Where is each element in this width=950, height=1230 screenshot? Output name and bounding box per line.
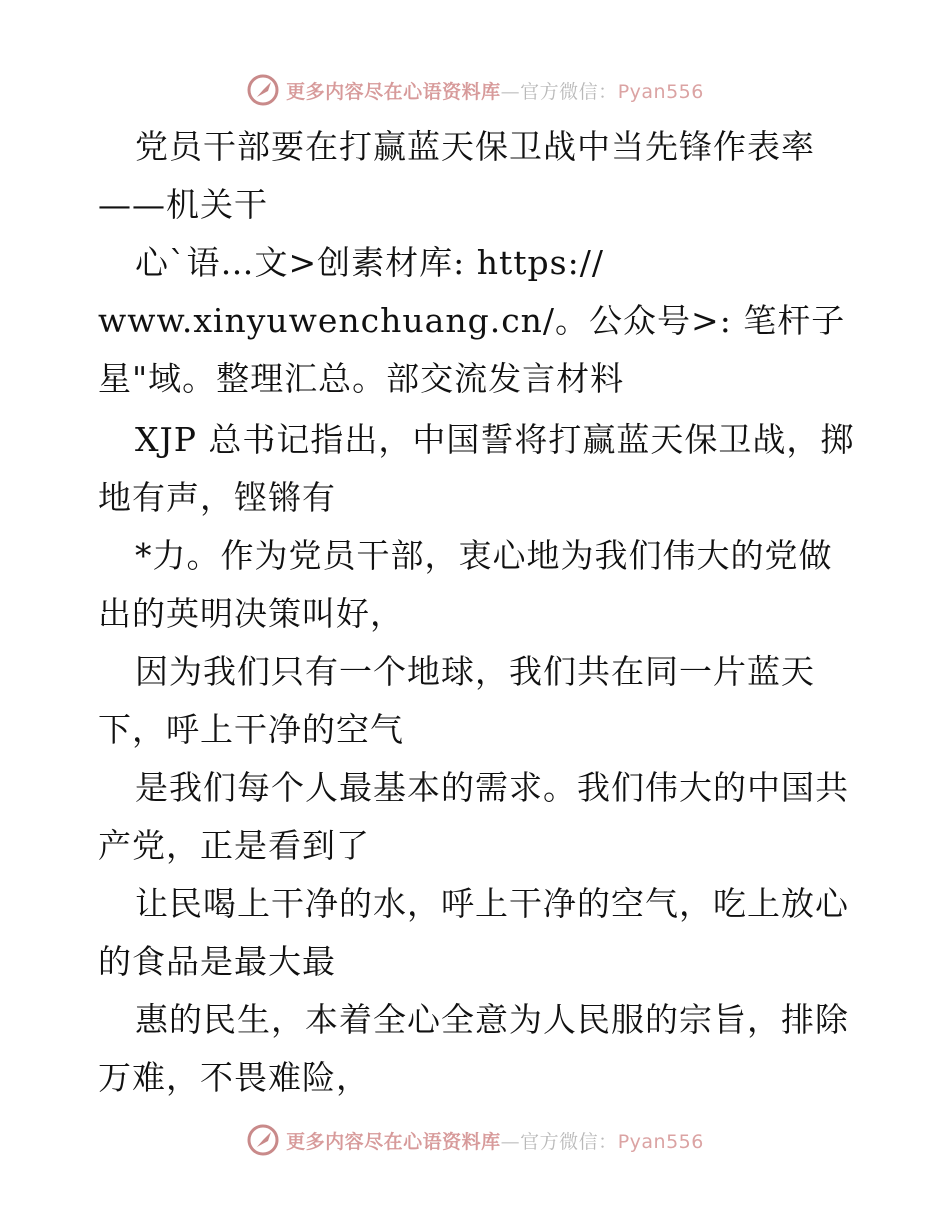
text-line: ——机关干 — [98, 185, 268, 224]
watermark-wechat-label: 官方微信： — [520, 1130, 618, 1153]
watermark-wechat-label: 官方微信： — [520, 80, 618, 103]
text-line: 下，呼上干净的空气 — [98, 710, 404, 749]
text-line: 产党，正是看到了 — [98, 826, 370, 865]
watermark-text — [286, 77, 704, 104]
header-watermark — [0, 70, 950, 110]
watermark-brand: 更多内容尽在心语资料库 — [286, 1130, 501, 1153]
document-title: 党员干部要在打赢蓝天保卫战中当先锋作表率 — [135, 127, 815, 166]
text-line: 因为我们只有一个地球，我们共在同一片蓝天 — [135, 652, 815, 691]
text-line: 万难，不畏难险， — [98, 1058, 370, 1097]
watermark-brand: 更多内容尽在心语资料库 — [286, 80, 501, 103]
text-line: *力。作为党员干部，衷心地为我们伟大的党做 — [135, 536, 833, 575]
text-line: 的食品是最大最 — [98, 942, 336, 981]
watermark-text — [286, 1127, 704, 1154]
text-line: 让民喝上干净的水，呼上干净的空气，吃上放心 — [135, 884, 849, 923]
text-line: 心`语…文>创素材库: https:// — [135, 243, 604, 282]
watermark-dash: — — [500, 1130, 521, 1153]
text-line: 出的英明决策叫好， — [98, 594, 404, 633]
feather-pen-logo-icon — [246, 1123, 280, 1157]
text-line: 星"域。整理汇总。部交流发言材料 — [98, 359, 625, 398]
watermark-wechat-id: Pyan556 — [617, 80, 704, 103]
text-line: XJP 总书记指出，中国誓将打赢蓝天保卫战，掷 — [135, 420, 855, 459]
text-line: 地有声，铿锵有 — [98, 478, 336, 517]
watermark-dash: — — [500, 80, 521, 103]
text-line: www.xinyuwenchuang.cn/。公众号>: 笔杆子 — [98, 301, 846, 340]
text-line: 惠的民生，本着全心全意为人民服的宗旨，排除 — [135, 1000, 849, 1039]
footer-watermark — [0, 1120, 950, 1160]
feather-pen-logo-icon — [246, 73, 280, 107]
watermark-wechat-id: Pyan556 — [617, 1130, 704, 1153]
text-line: 是我们每个人最基本的需求。我们伟大的中国共 — [135, 768, 849, 807]
